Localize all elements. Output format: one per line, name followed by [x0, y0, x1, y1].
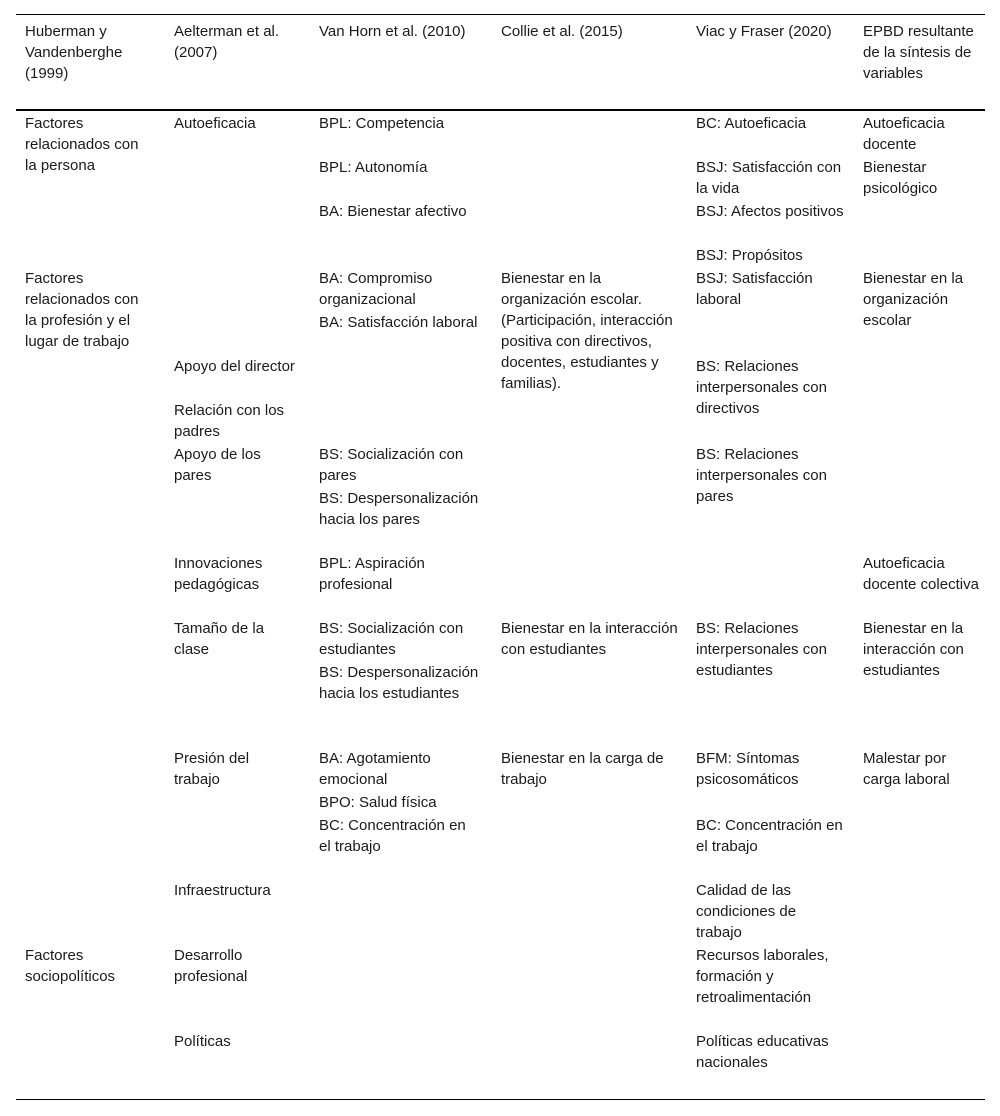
cell-bc-autoeficacia: BC: Autoeficacia [696, 115, 807, 132]
header-cell-huberman: Huberman y Vandenberghe (1999) [25, 23, 123, 82]
cell-desarrollo-profesional: Desarrollo profesional [174, 947, 248, 985]
cell-collie-interaccion: Bienestar en la interacción con estudiantes [501, 620, 678, 658]
cell-bpl-autonomia: BPL: Autonomía [319, 159, 428, 176]
cell-autoeficacia: Autoeficacia [174, 115, 256, 132]
cell-bs-relaciones-directivos: BS: Relaciones interpersonales con directivos [696, 358, 827, 417]
cell-tamano-clase: Tamaño de la clase [174, 620, 265, 658]
cell-bsj-satisfaccion-vida: BSJ: Satisfacción con la vida [696, 159, 842, 197]
cell-bs-relaciones-estudiantes: BS: Relaciones interpersonales con estudiantes [696, 620, 827, 679]
cell-presion-trabajo: Presión del trabajo [174, 750, 250, 788]
cell-collie-carga: Bienestar en la carga de trabajo [501, 750, 664, 788]
cell-collie-organizacion: Bienestar en la organización escolar. (Participación, interacción positiva con directivos, docentes, estudiantes y familias). [501, 270, 673, 392]
cell-bsj-satisfaccion-laboral: BSJ: Satisfacción laboral [696, 270, 813, 308]
cell-calidad-condiciones: Calidad de las condiciones de trabajo [696, 882, 797, 941]
cell-innovaciones: Innovaciones pedagógicas [174, 555, 263, 593]
cell-ba-satisfaccion-laboral: BA: Satisfacción laboral [319, 314, 478, 331]
cell-bsj-propositos: BSJ: Propósitos [696, 247, 803, 264]
cell-ba-compromiso: BA: Compromiso organizacional [319, 270, 433, 308]
cell-politicas: Políticas [174, 1033, 231, 1050]
cell-apoyo-director: Apoyo del director [174, 358, 295, 375]
header-cell-epbd: EPBD resultante de la síntesis de variables [863, 23, 974, 82]
cell-relacion-padres: Relación con los padres [174, 402, 285, 440]
table-bottom-rule [16, 1099, 985, 1100]
cell-bpo-salud-fisica: BPO: Salud física [319, 794, 437, 811]
cell-epbd-interaccion: Bienestar en la interacción con estudiantes [863, 620, 964, 679]
header-cell-aelterman: Aelterman et al. (2007) [174, 23, 280, 61]
cell-bs-despersonalizacion-estudiantes: BS: Despersonalización hacia los estudiantes [319, 664, 479, 702]
cell-factor-profesion: Factores relacionados con la profesión y el lugar de trabajo [25, 270, 139, 350]
cell-bs-despersonalizacion-pares: BS: Despersonalización hacia los pares [319, 490, 479, 528]
cell-recursos-laborales: Recursos laborales, formación y retroalimentación [696, 947, 829, 1006]
cell-bpl-aspiracion: BPL: Aspiración profesional [319, 555, 425, 593]
cell-bs-socializacion-estudiantes: BS: Socialización con estudiantes [319, 620, 464, 658]
table-top-rule [16, 14, 985, 15]
cell-factor-sociopoliticos: Factores sociopolíticos [25, 947, 116, 985]
cell-factor-persona: Factores relacionados con la persona [25, 115, 139, 174]
cell-bpl-competencia: BPL: Competencia [319, 115, 445, 132]
cell-politicas-educativas: Políticas educativas nacionales [696, 1033, 829, 1071]
header-cell-van-horn: Van Horn et al. (2010) [319, 23, 466, 40]
cell-epbd-autoeficacia-docente: Autoeficacia docente [863, 115, 945, 153]
header-bottom-rule [16, 109, 985, 111]
cell-bfm-sintomas: BFM: Síntomas psicosomáticos [696, 750, 800, 788]
cell-bc-concentracion-vf: BC: Concentración en el trabajo [696, 817, 843, 855]
cell-bs-socializacion-pares: BS: Socialización con pares [319, 446, 464, 484]
cell-infraestructura: Infraestructura [174, 882, 271, 899]
cell-ba-bienestar-afectivo: BA: Bienestar afectivo [319, 203, 467, 220]
cell-bsj-afectos-positivos: BSJ: Afectos positivos [696, 203, 844, 220]
cell-apoyo-pares: Apoyo de los pares [174, 446, 261, 484]
cell-bc-concentracion-vh: BC: Concentración en el trabajo [319, 817, 466, 855]
header-cell-viac-fraser: Viac y Fraser (2020) [696, 23, 832, 40]
cell-epbd-autoeficacia-colectiva: Autoeficacia docente colectiva [863, 555, 979, 593]
cell-epbd-malestar: Malestar por carga laboral [863, 750, 950, 788]
header-cell-collie: Collie et al. (2015) [501, 23, 623, 40]
cell-epbd-bienestar-psicologico: Bienestar psicológico [863, 159, 938, 197]
cell-epbd-organizacion: Bienestar en la organización escolar [863, 270, 964, 329]
cell-ba-agotamiento: BA: Agotamiento emocional [319, 750, 431, 788]
cell-bs-relaciones-pares: BS: Relaciones interpersonales con pares [696, 446, 827, 505]
